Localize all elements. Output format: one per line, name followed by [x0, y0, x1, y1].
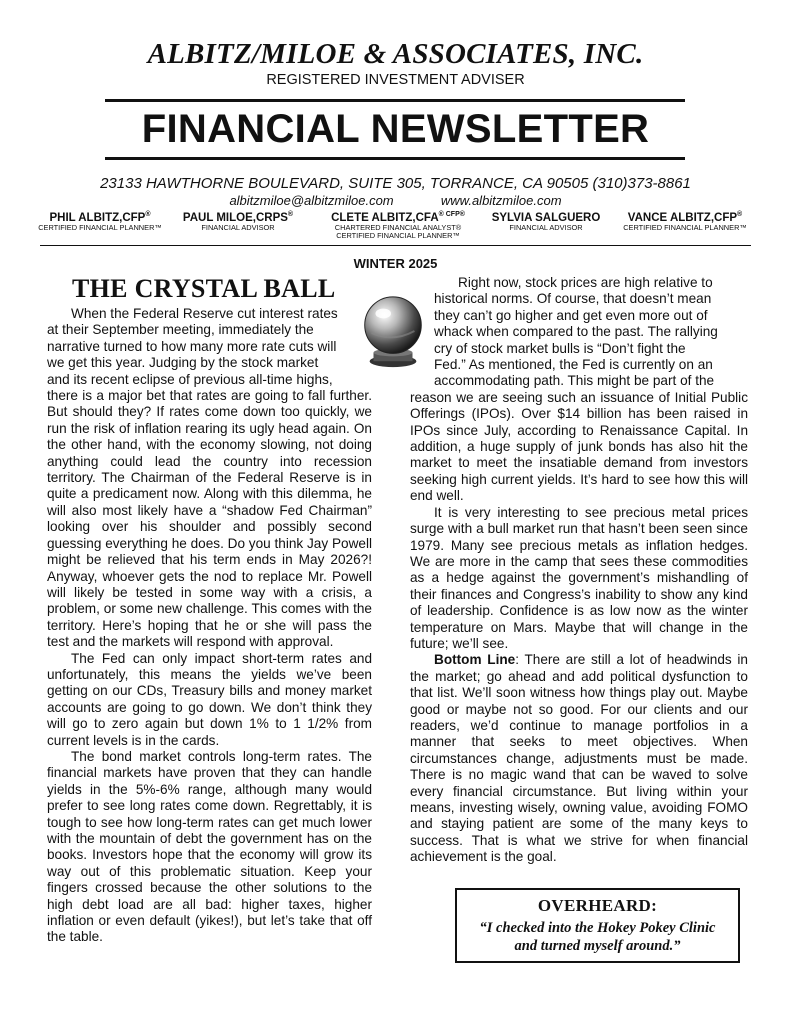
registration-line: REGISTERED INVESTMENT ADVISER — [266, 72, 525, 88]
paragraph: The bond market controls long-term rates. The financial markets have proven that they can handle yields in the 5%-6% range, although many would prefer to see long rates come down. Regrettably, it is tough to see how long-term rates can get much lower with the mountain of debt the government has on the books. Investors hope that the economy will grow its way out of this problematic situation. Keep your fingers crossed because the other solutions to the high debt load are all bad: higher taxes, higher inflation or even default (yikes!), but let’s take that off the table. — [47, 748, 372, 945]
top-rule — [105, 99, 685, 102]
staff-mark: ® — [737, 211, 743, 218]
text-line: accommodating path. This might be part of the — [434, 373, 715, 389]
staff-member — [36, 211, 164, 232]
website-link[interactable]: www.albitzmiloe.com — [440, 193, 562, 208]
text-line: we get this year. Judging by the stock market — [47, 355, 319, 371]
firm-name: ALBITZ/MILOE & ASSOCIATES, INC. — [147, 38, 644, 70]
article-right-column — [410, 275, 748, 866]
paragraph: reason we are seeing such an issuance of Initial Public Offerings (IPOs). Over $14 billion has been raised in IPOs since July, according to Renaissance Capital. In addition, a huge supply of junk bonds has also hit the market to meet the insatiable demand from investors seeking high current yields. It’s hard to see how this will end well. — [410, 389, 748, 504]
email-link[interactable]: albitzmiloe@albitzmiloe.com — [229, 193, 394, 208]
text-line: Fed.” As mentioned, the Fed is currently on an — [434, 357, 713, 373]
text-line: cry of stock market bulls is “Don’t fight the — [434, 340, 686, 356]
overheard-quote — [457, 919, 738, 955]
article-left-column — [47, 306, 372, 946]
overheard-box — [455, 888, 740, 963]
paragraph: there is a major bet that rates are going to fall further. But should they? If rates come down too quickly, we run the risk of inflation rearing its ugly head again. On the other hand, with the economy slowing, not doing anything could lead the country into recession territory. The Chairman of the Federal Reserve is in quite a predicament now. Along with this dilemma, he will also most likely have a “shadow Fed Chairman” looking over his shoulder and possibly second guessing everything he does. Do you think Jay Powell might be relieved that his term ends in May 2026?! Anyway, whoever gets the nod to replace Mr. Powell will likely be tested in some way with a crisis, a problem, or some new challenge. This comes with the territory. Here’s hoping that he or she will pass the test and the markets will respond with approval. — [47, 388, 372, 650]
staff-role: CHARTERED FINANCIAL ANALYST® — [334, 222, 462, 232]
header-divider — [40, 245, 751, 246]
bottom-line-paragraph — [410, 652, 748, 865]
text-line: Right now, stock prices are high relative to — [458, 275, 713, 290]
staff-member — [484, 211, 608, 232]
text-line: they can’t go higher and get even more out of — [434, 307, 708, 323]
staff-mark: ® — [145, 211, 151, 218]
paragraph: It is very interesting to see precious metal prices surge with a bull market run that hasn’t been seen since 1979. Many see precious metals as inflation hedges. We are more in the camp that sees these commodities as a hedge against the government’s mishandling of their finances and Congress’s inability to show any kind of leadership. Confidence is as low now as the winter temperature on Mars. Maybe that will change in the future; we’ll see. — [410, 504, 748, 651]
newsletter-title: FINANCIAL NEWSLETTER — [141, 107, 650, 151]
staff-role: FINANCIAL ADVISOR — [509, 222, 583, 232]
staff-member — [614, 211, 756, 232]
staff-role: CERTIFIED FINANCIAL PLANNER™ — [623, 222, 747, 232]
text-line: historical norms. Of course, that doesn’t mean — [434, 291, 712, 307]
text-line: at their September meeting, immediately the — [47, 322, 314, 338]
text-line: and its recent eclipse of previous all-time highs, — [47, 371, 333, 387]
staff-name: SYLVIA SALGUERO — [491, 211, 601, 224]
bottom-line-text: : There are still a lot of headwinds in the market; go ahead and add political dysfunction to that list. We’ll soon witness how things play out. Maybe good or maybe not so good. For our clients and our readers, we’d continue to manage portfolios in a manner that seeks to meet objectives. When circumstances change, adjustments must be made. There is no magic wand that can be waved to solve every financial circumstance. But living within your means, investing wisely, owning value, avoiding FOMO and staying patient are some of the many keys to success. That is what we strive for when financial achievement is the goal. — [410, 652, 748, 865]
quote-line: and turned myself around.” — [514, 938, 681, 954]
text-line: When the Federal Reserve cut interest rates — [71, 306, 338, 321]
staff-mark: ® CFP® — [438, 211, 465, 218]
staff-name: CLETE ALBITZ,CFA — [331, 211, 439, 224]
staff-role: CERTIFIED FINANCIAL PLANNER™ — [38, 222, 162, 232]
paragraph: The Fed can only impact short-term rates and unfortunately, this means the yields we’ve been getting on our CDs, Treasury bills and money market accounts are going to go down. We don’t think they will go to zero again but down 1% to 1 1/2% from current levels is in the cards. — [47, 650, 372, 748]
staff-mark: ® — [287, 211, 294, 218]
staff-name: PHIL ALBITZ,CFP — [49, 211, 146, 224]
issue-date: WINTER 2025 — [353, 256, 438, 271]
bottom-rule — [105, 157, 685, 160]
contact-line — [0, 193, 791, 208]
bottom-line-label: Bottom Line — [434, 652, 516, 668]
staff-member — [318, 211, 478, 241]
staff-name: PAUL MILOE,CRPS — [182, 211, 288, 224]
text-line: whack when compared to the past. The rallying — [434, 324, 718, 340]
overheard-heading: OVERHEARD: — [537, 896, 658, 915]
article-headline: THE CRYSTAL BALL — [72, 274, 336, 303]
quote-line: “I checked into the Hokey Pokey Clinic — [479, 920, 716, 936]
staff-member — [174, 211, 302, 232]
firm-address: 23133 HAWTHORNE BOULEVARD, SUITE 305, TORRANCE, CA 90505 (310)373-8861 — [100, 175, 691, 192]
staff-name: VANCE ALBITZ,CFP — [627, 211, 738, 224]
staff-role: FINANCIAL ADVISOR — [201, 222, 275, 232]
text-line: narrative turned to how many more rate cuts will — [47, 338, 337, 354]
staff-role-secondary: CERTIFIED FINANCIAL PLANNER™ — [336, 231, 460, 241]
